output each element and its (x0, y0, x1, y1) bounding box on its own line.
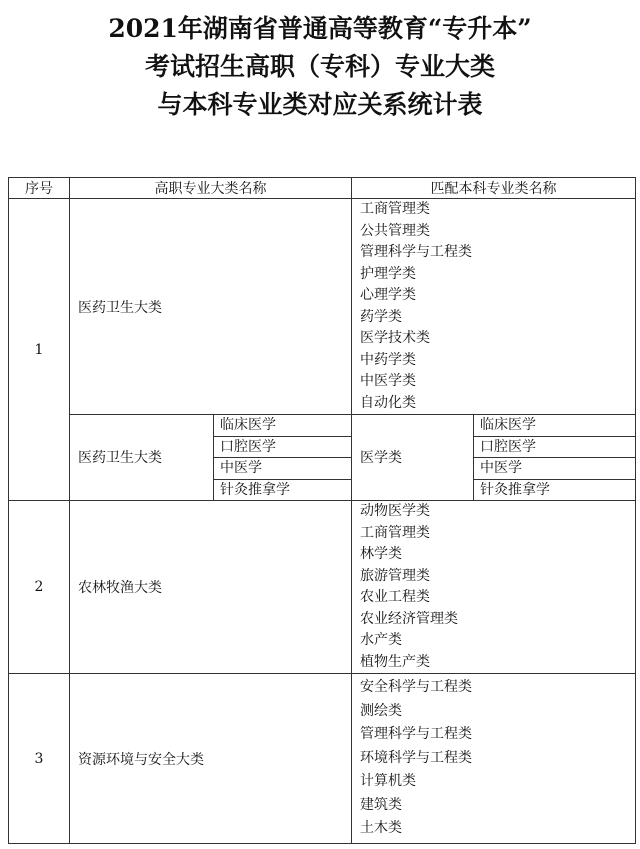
list-item: 工商管理类 (360, 201, 430, 217)
list-item: 管理科学与工程类 (360, 726, 472, 742)
list-item: 管理科学与工程类 (360, 244, 472, 260)
table-row (9, 415, 636, 437)
list-item: 中医学类 (360, 373, 416, 389)
vocational-subject: 口腔医学 (214, 436, 352, 458)
row-index: 2 (9, 501, 70, 674)
header-undergrad: 匹配本科专业类名称 (352, 178, 636, 199)
list-item: 动物医学类 (360, 503, 430, 519)
vocational-category: 资源环境与安全大类 (70, 674, 352, 844)
list-item: 环境科学与工程类 (360, 749, 472, 766)
title-line-1: 2021年湖南省普通高等教育“专升本” (108, 14, 532, 43)
vocational-category: 医药卫生大类 (70, 415, 214, 501)
vocational-subject: 中医学 (214, 458, 352, 480)
undergrad-subject: 中医学 (474, 458, 636, 480)
list-item: 水产类 (360, 632, 402, 648)
list-item: 土木类 (360, 820, 402, 836)
list-item: 医学技术类 (360, 330, 430, 346)
list-item: 计算机类 (360, 773, 416, 789)
list-item: 护理学类 (360, 265, 416, 282)
undergrad-subject: 临床医学 (474, 415, 636, 437)
undergrad-subject: 口腔医学 (474, 436, 636, 458)
vocational-category: 农林牧渔大类 (70, 501, 352, 674)
list-item: 中药学类 (360, 351, 416, 368)
list-item: 安全科学与工程类 (360, 679, 472, 695)
undergrad-match-list (352, 501, 636, 674)
list-item: 心理学类 (360, 287, 416, 303)
list-item: 建筑类 (360, 796, 402, 813)
undergrad-match-list (352, 199, 636, 415)
row-index: 3 (9, 674, 70, 844)
table-row (9, 674, 636, 844)
list-item: 工商管理类 (360, 524, 430, 541)
title-line-2: 考试招生高职（专科）专业大类 (144, 52, 495, 81)
undergrad-subject: 针灸推拿学 (474, 479, 636, 501)
list-item: 农业工程类 (360, 589, 430, 605)
undergrad-group: 医学类 (352, 415, 474, 501)
list-item: 林学类 (360, 546, 402, 562)
row-index: 1 (9, 199, 70, 501)
page-title (0, 10, 640, 124)
header-index: 序号 (9, 178, 70, 199)
list-item: 自动化类 (360, 394, 416, 411)
list-item: 植物生产类 (360, 653, 430, 670)
vocational-category: 医药卫生大类 (70, 199, 352, 415)
table-header-row (9, 178, 636, 199)
list-item: 旅游管理类 (360, 567, 430, 584)
list-item: 农业经济管理类 (360, 610, 458, 627)
list-item: 测绘类 (360, 702, 402, 719)
vocational-subject: 针灸推拿学 (214, 479, 352, 501)
table-row (9, 501, 636, 674)
list-item: 公共管理类 (360, 222, 430, 239)
mapping-table (8, 177, 636, 844)
title-line-3: 与本科专业类对应关系统计表 (157, 90, 483, 119)
undergrad-match-list (352, 674, 636, 844)
vocational-subject: 临床医学 (214, 415, 352, 437)
header-vocational: 高职专业大类名称 (70, 178, 352, 199)
list-item: 药学类 (360, 308, 402, 325)
table-row (9, 199, 636, 415)
